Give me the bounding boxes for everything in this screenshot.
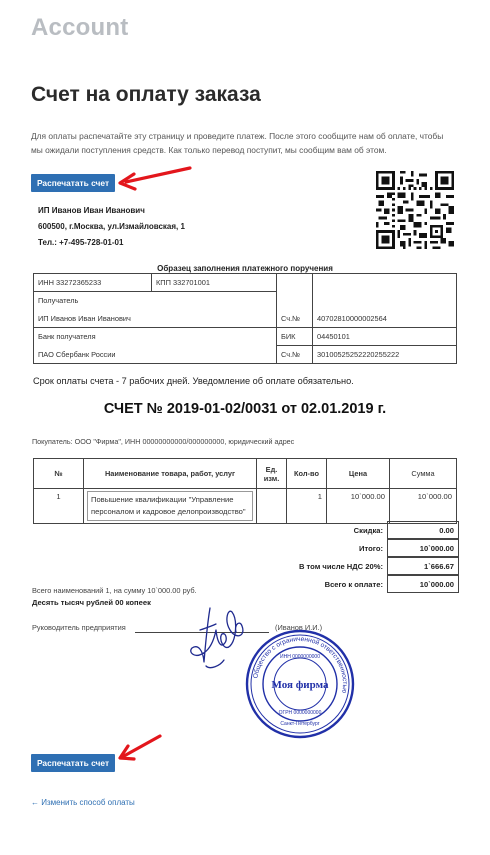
print-button-top[interactable]: Распечатать счет xyxy=(31,174,115,192)
qr-code-icon xyxy=(376,171,454,249)
stamp-ring-text: Общество с ограниченной ответственностью xyxy=(252,635,349,694)
stamp-ogrn: ОГРН 0000000000 xyxy=(278,710,322,716)
stamp-inn: ИНН 0000000000 xyxy=(279,654,321,660)
account-number: 40702810000002564 xyxy=(313,310,457,328)
red-arrow-icon xyxy=(116,164,196,194)
intro-text: Для оплаты распечатайте эту страницу и проведите платеж. После этого сообщите нам об оплате, чтобы мы ожидали поступления средств. Как только перевод поступит, мы сообщим вам об этом. xyxy=(31,131,444,155)
seller-address: 600500, г.Москва, ул.Измайловская, 1 xyxy=(38,222,185,231)
change-payment-method-link[interactable] xyxy=(31,798,135,807)
bank-label: Банк получателя xyxy=(34,328,277,346)
col-qty: Кол-во xyxy=(287,459,327,489)
col-price: Цена xyxy=(327,459,390,489)
totals-grand: Всего к оплате: 10`000.00 xyxy=(183,575,459,593)
invoice-title: СЧЕТ № 2019-01-02/0031 от 02.01.2019 г. xyxy=(103,401,387,417)
red-arrow-icon xyxy=(116,734,196,764)
recipient-label: Получатель xyxy=(34,292,277,310)
bik-label: БИК xyxy=(277,328,313,346)
totals-discount: Скидка: 0.00 xyxy=(183,521,459,539)
table-row xyxy=(34,489,457,524)
corr-account-label: Сч.№ xyxy=(277,346,313,364)
director-label: Руководитель предприятия xyxy=(32,623,126,632)
page-title: Счет на оплату заказа xyxy=(31,83,261,106)
col-unit: Ед. изм. xyxy=(257,459,287,489)
items-count-note: Всего наименований 1, на сумму 10`000.00 руб. xyxy=(32,586,197,595)
left-arrow-icon: ← xyxy=(31,798,39,807)
row-sum: 10`000.00 xyxy=(390,489,457,524)
company-stamp-icon xyxy=(244,628,356,740)
amount-in-words: Десять тысяч рублей 00 копеек xyxy=(32,598,151,607)
due-note: Срок оплаты счета - 7 рабочих дней. Уведомление об оплате обязательно. xyxy=(33,376,354,386)
row-qty: 1 xyxy=(287,489,327,524)
change-payment-method-label: Изменить способ оплаты xyxy=(41,798,135,807)
buyer-info: Покупатель: ООО "Фирма", ИНН 00000000000/000000000, юридический адрес xyxy=(32,437,295,446)
row-price: 10`000.00 xyxy=(327,489,390,524)
inn-cell: ИНН 33272365233 xyxy=(34,274,152,292)
account-heading: Account xyxy=(31,14,129,41)
bank-name: ПАО Сбербанк России xyxy=(34,346,277,364)
stamp-city: Санкт-Петербург xyxy=(280,721,320,727)
col-name: Наименование товара, работ, услуг xyxy=(84,459,257,489)
row-number: 1 xyxy=(34,489,84,524)
col-number: № xyxy=(34,459,84,489)
row-name: Повышение квалификации "Управление персоналом и кадровое делопроизводство" xyxy=(87,491,253,521)
payment-form-title: Образец заполнения платежного поручения xyxy=(157,264,333,273)
items-table xyxy=(33,458,457,524)
account-label: Сч.№ xyxy=(277,310,313,328)
print-button-bottom[interactable]: Распечатать счет xyxy=(31,754,115,772)
seller-name: ИП Иванов Иван Иванович xyxy=(38,206,145,215)
totals-subtotal: Итого: 10`000.00 xyxy=(183,539,459,557)
row-unit xyxy=(257,489,287,524)
items-header-row xyxy=(34,459,457,489)
seller-phone: Тел.: +7-495-728-01-01 xyxy=(38,238,124,247)
stamp-company-name: Моя фирма xyxy=(271,679,329,691)
corr-account-number: 30100525252220255222 xyxy=(313,346,457,364)
payment-form-table xyxy=(33,273,457,364)
bik-value: 04450101 xyxy=(313,328,457,346)
recipient-name: ИП Иванов Иван Иванович xyxy=(34,310,277,328)
totals-vat: В том числе НДС 20%: 1`666.67 xyxy=(183,557,459,575)
col-sum: Сумма xyxy=(390,459,457,489)
kpp-cell: КПП 332701001 xyxy=(152,274,277,292)
director-name: (Иванов И.И.) xyxy=(275,623,323,632)
